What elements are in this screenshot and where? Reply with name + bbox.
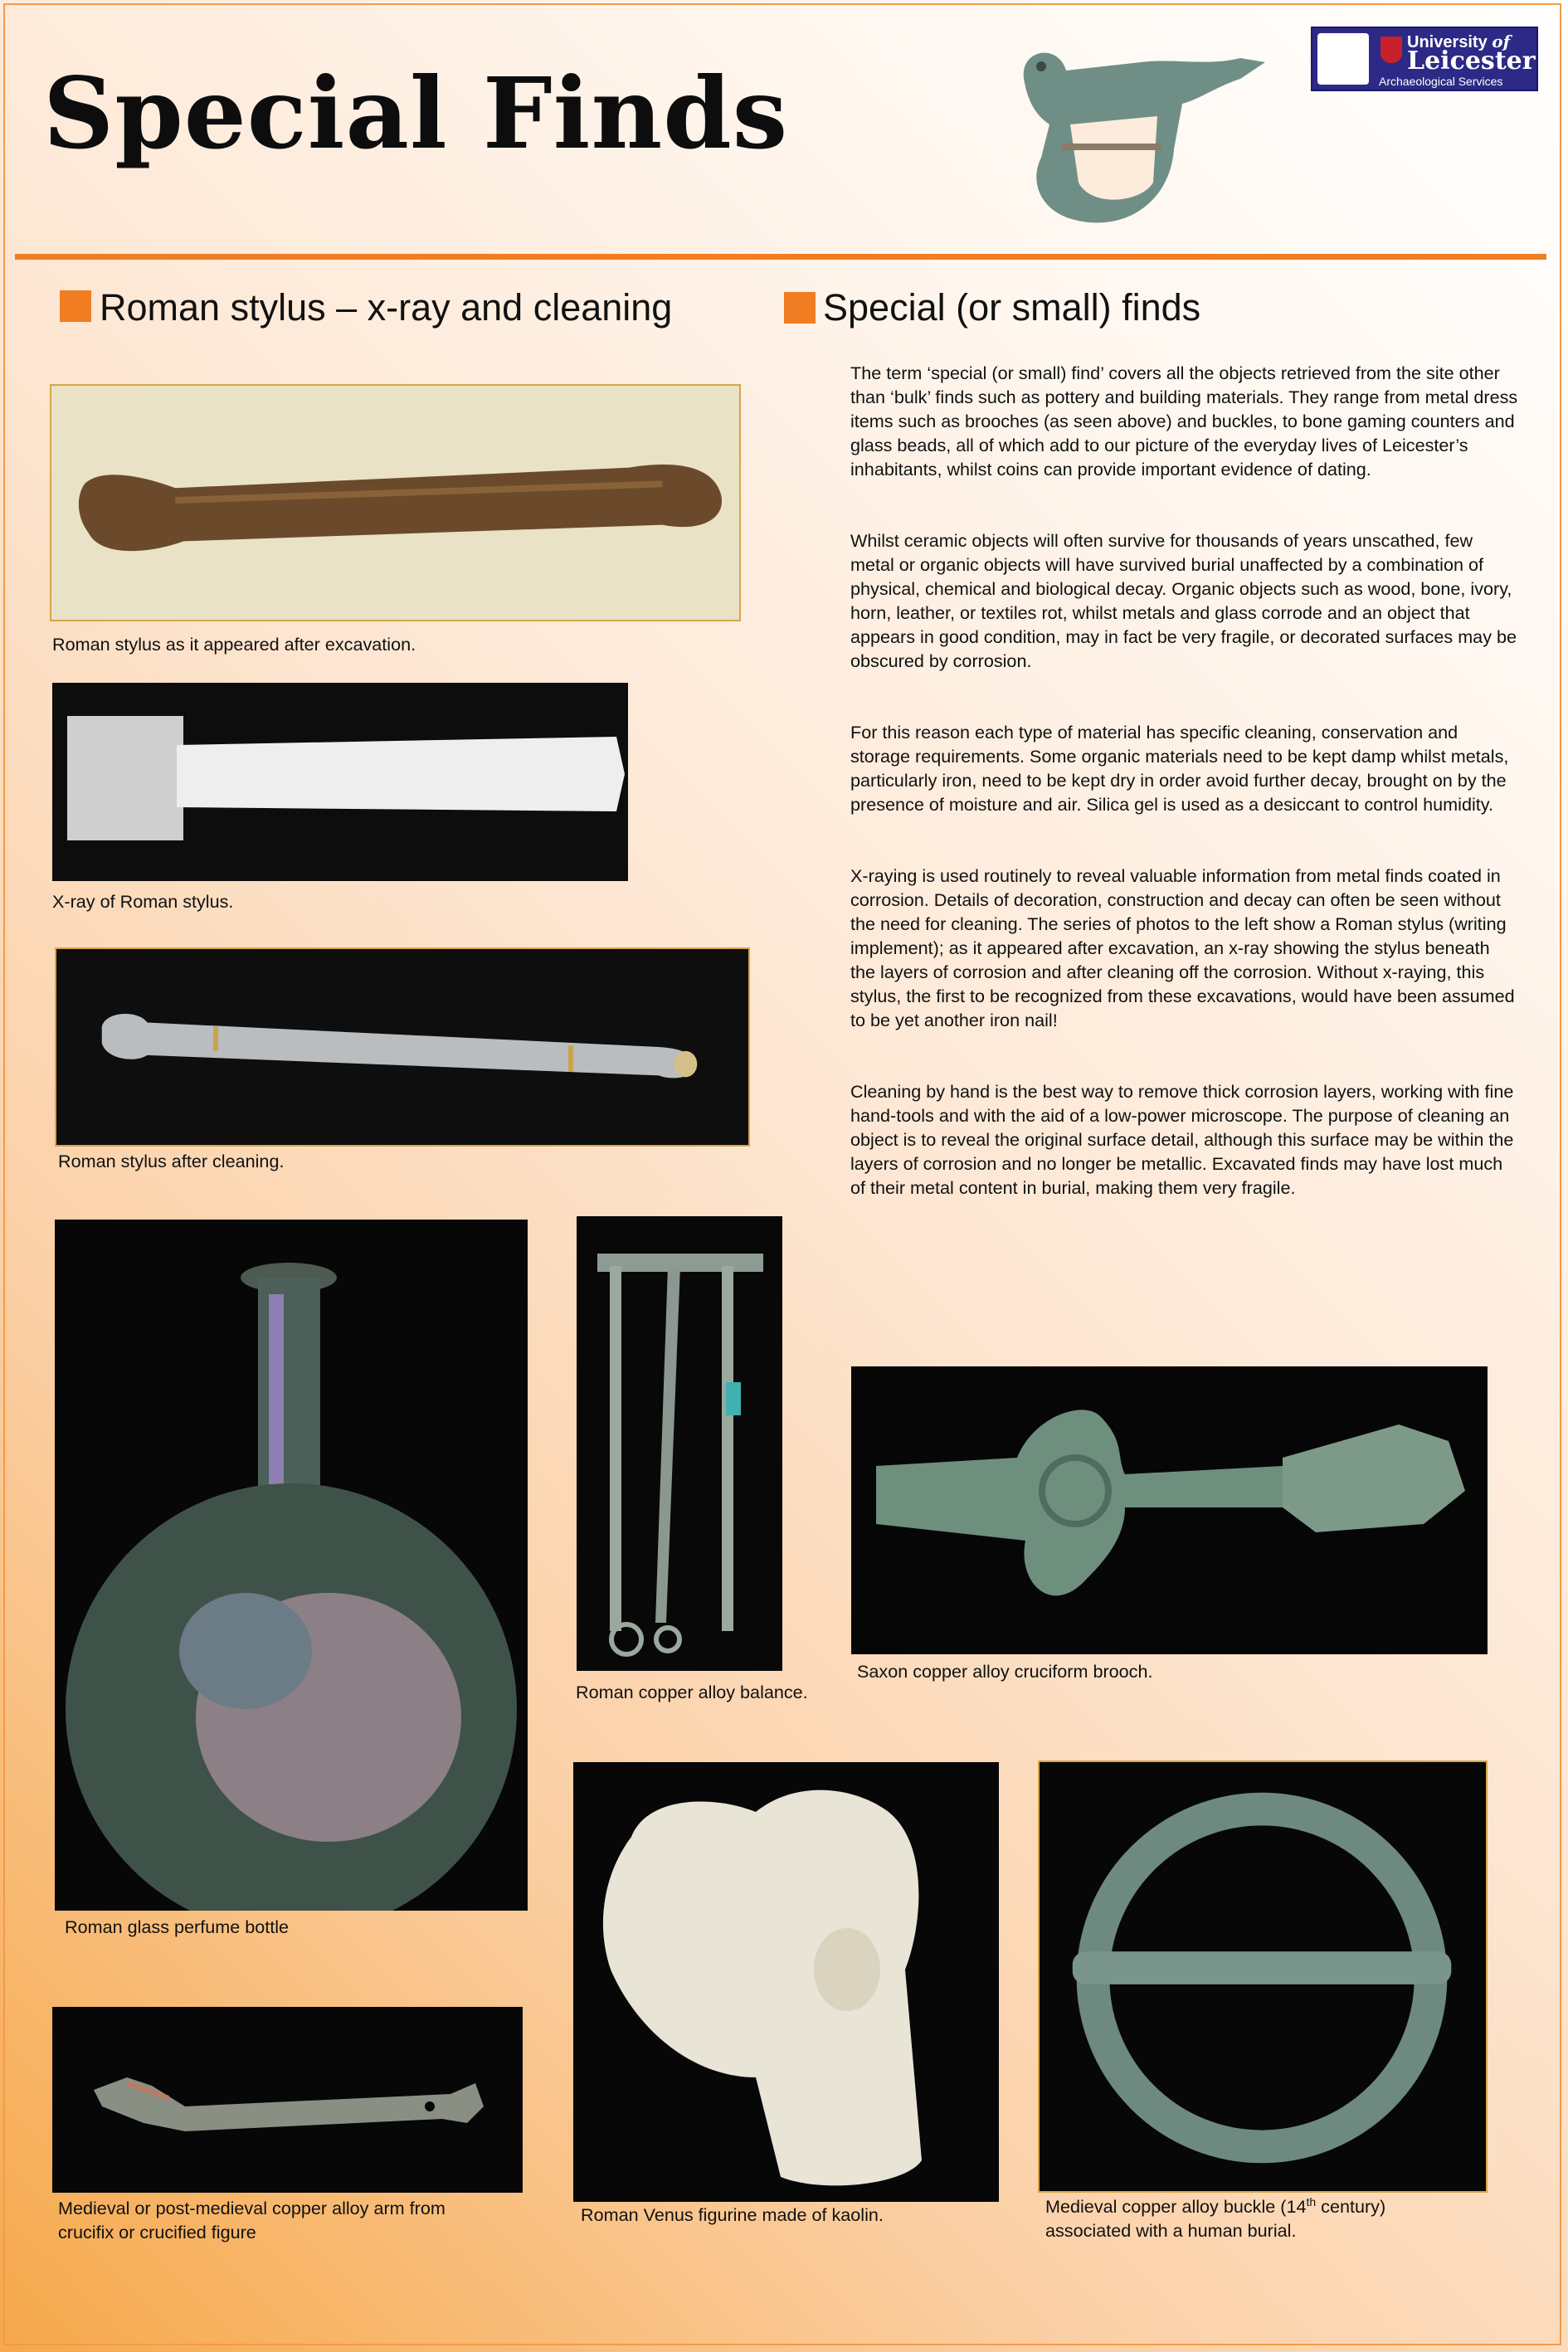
right-section-bullet <box>784 292 816 324</box>
bird-brooch-image <box>991 25 1265 236</box>
caption-brooch: Saxon copper alloy cruciform brooch. <box>857 1661 1153 1682</box>
caption-buckle <box>1045 2194 1385 2242</box>
caption-balance: Roman copper alloy balance. <box>576 1682 808 1702</box>
arm-photo <box>52 2007 523 2193</box>
caption-arm-line1: Medieval or post-medieval copper alloy arm from <box>58 2198 446 2218</box>
university-shield-icon <box>1381 37 1402 63</box>
logo-name: Leicester <box>1407 46 1536 75</box>
venus-photo <box>573 1762 999 2202</box>
glass-bottle-photo <box>55 1220 528 1911</box>
caption-venus: Roman Venus figurine made of kaolin. <box>581 2204 884 2225</box>
logo-subtitle: Archaeological Services <box>1379 75 1503 88</box>
caption-stylus-cleaned: Roman stylus after cleaning. <box>58 1151 285 1171</box>
brooch-photo <box>851 1366 1488 1654</box>
logo-of: of <box>1492 32 1511 51</box>
university-logo[interactable] <box>1311 27 1538 91</box>
caption-buckle-line2: associated with a human burial. <box>1045 2220 1297 2241</box>
left-section-bullet <box>60 290 91 322</box>
stylus-xray-photo <box>52 683 628 881</box>
caption-arm-line2: crucifix or crucified figure <box>58 2222 256 2242</box>
caption-glass-bottle: Roman glass perfume bottle <box>65 1916 290 1937</box>
right-section-heading: Special (or small) finds <box>823 286 1201 329</box>
paragraph: Cleaning by hand is the best way to remove thick corrosion layers, working with fine hand-tools and with the aid of a low-power microscope. The purpose of cleaning an object is to reveal the original surface detail, although this surface may be within the layers of corrosion and no longer be metallic. Excavated finds may have lost much of their metal content in burial, making them very fragile. <box>850 1081 1514 1198</box>
body-text <box>850 361 1518 1247</box>
stylus-excavated-photo <box>50 384 741 621</box>
stylus-cleaned-photo <box>55 947 750 1147</box>
caption-arm <box>58 2196 446 2244</box>
caption-stylus-excavated: Roman stylus as it appeared after excavation. <box>52 634 416 655</box>
balance-photo <box>577 1216 782 1671</box>
caption-buckle-line1: Medieval copper alloy buckle (14th century) <box>1045 2194 1386 2217</box>
paragraph: X-raying is used routinely to reveal valuable information from metal finds coated in corrosion. Details of decoration, construction and decay can often be seen without the need for cleaning. The series of photos to the left show a Roman stylus (writing implement); as it appeared after excavation, an x-ray showing the stylus beneath the layers of corrosion and after cleaning off the corrosion. Without x-raying, this stylus, the first to be recognized from these excavations, would have been assumed to be yet another iron nail! <box>850 865 1515 1030</box>
paragraph: The term ‘special (or small) find’ covers all the objects retrieved from the site other than ‘bulk’ finds such as pottery and building materials. They range from metal dress items such as brooches (as seen above) and buckles, to bone gaming counters and glass beads, all of which add to our picture of the everyday lives of Leicester’s inhabitants, whilst coins can provide important evidence of dating. <box>850 363 1518 480</box>
paragraph: For this reason each type of material has specific cleaning, conservation and storage requirements. Some organic materials need to be kept damp whilst metals, particularly iron, need to be kept dry in order avoid further decay, brought on by the presence of moisture and air. Silica gel is used as a desiccant to control humidity. <box>850 722 1509 815</box>
buckle-photo <box>1038 1760 1488 2193</box>
caption-stylus-xray: X-ray of Roman stylus. <box>52 891 234 912</box>
ulas-emblem-icon <box>1317 33 1369 85</box>
logo-university: University <box>1407 33 1488 51</box>
header-rule <box>15 254 1546 260</box>
left-section-heading: Roman stylus – x-ray and cleaning <box>100 286 673 329</box>
page-title: Special Finds <box>43 56 789 171</box>
paragraph: Whilst ceramic objects will often survive for thousands of years unscathed, few metal or organic objects will have survived burial unaffected by a combination of physical, chemical and biological decay. Organic objects such as wood, bone, ivory, horn, leather, or textiles rot, whilst metals and glass corrode and an object that appears in good condition, may in fact be very fragile, or decorated surfaces may be obscured by corrosion. <box>850 530 1517 671</box>
